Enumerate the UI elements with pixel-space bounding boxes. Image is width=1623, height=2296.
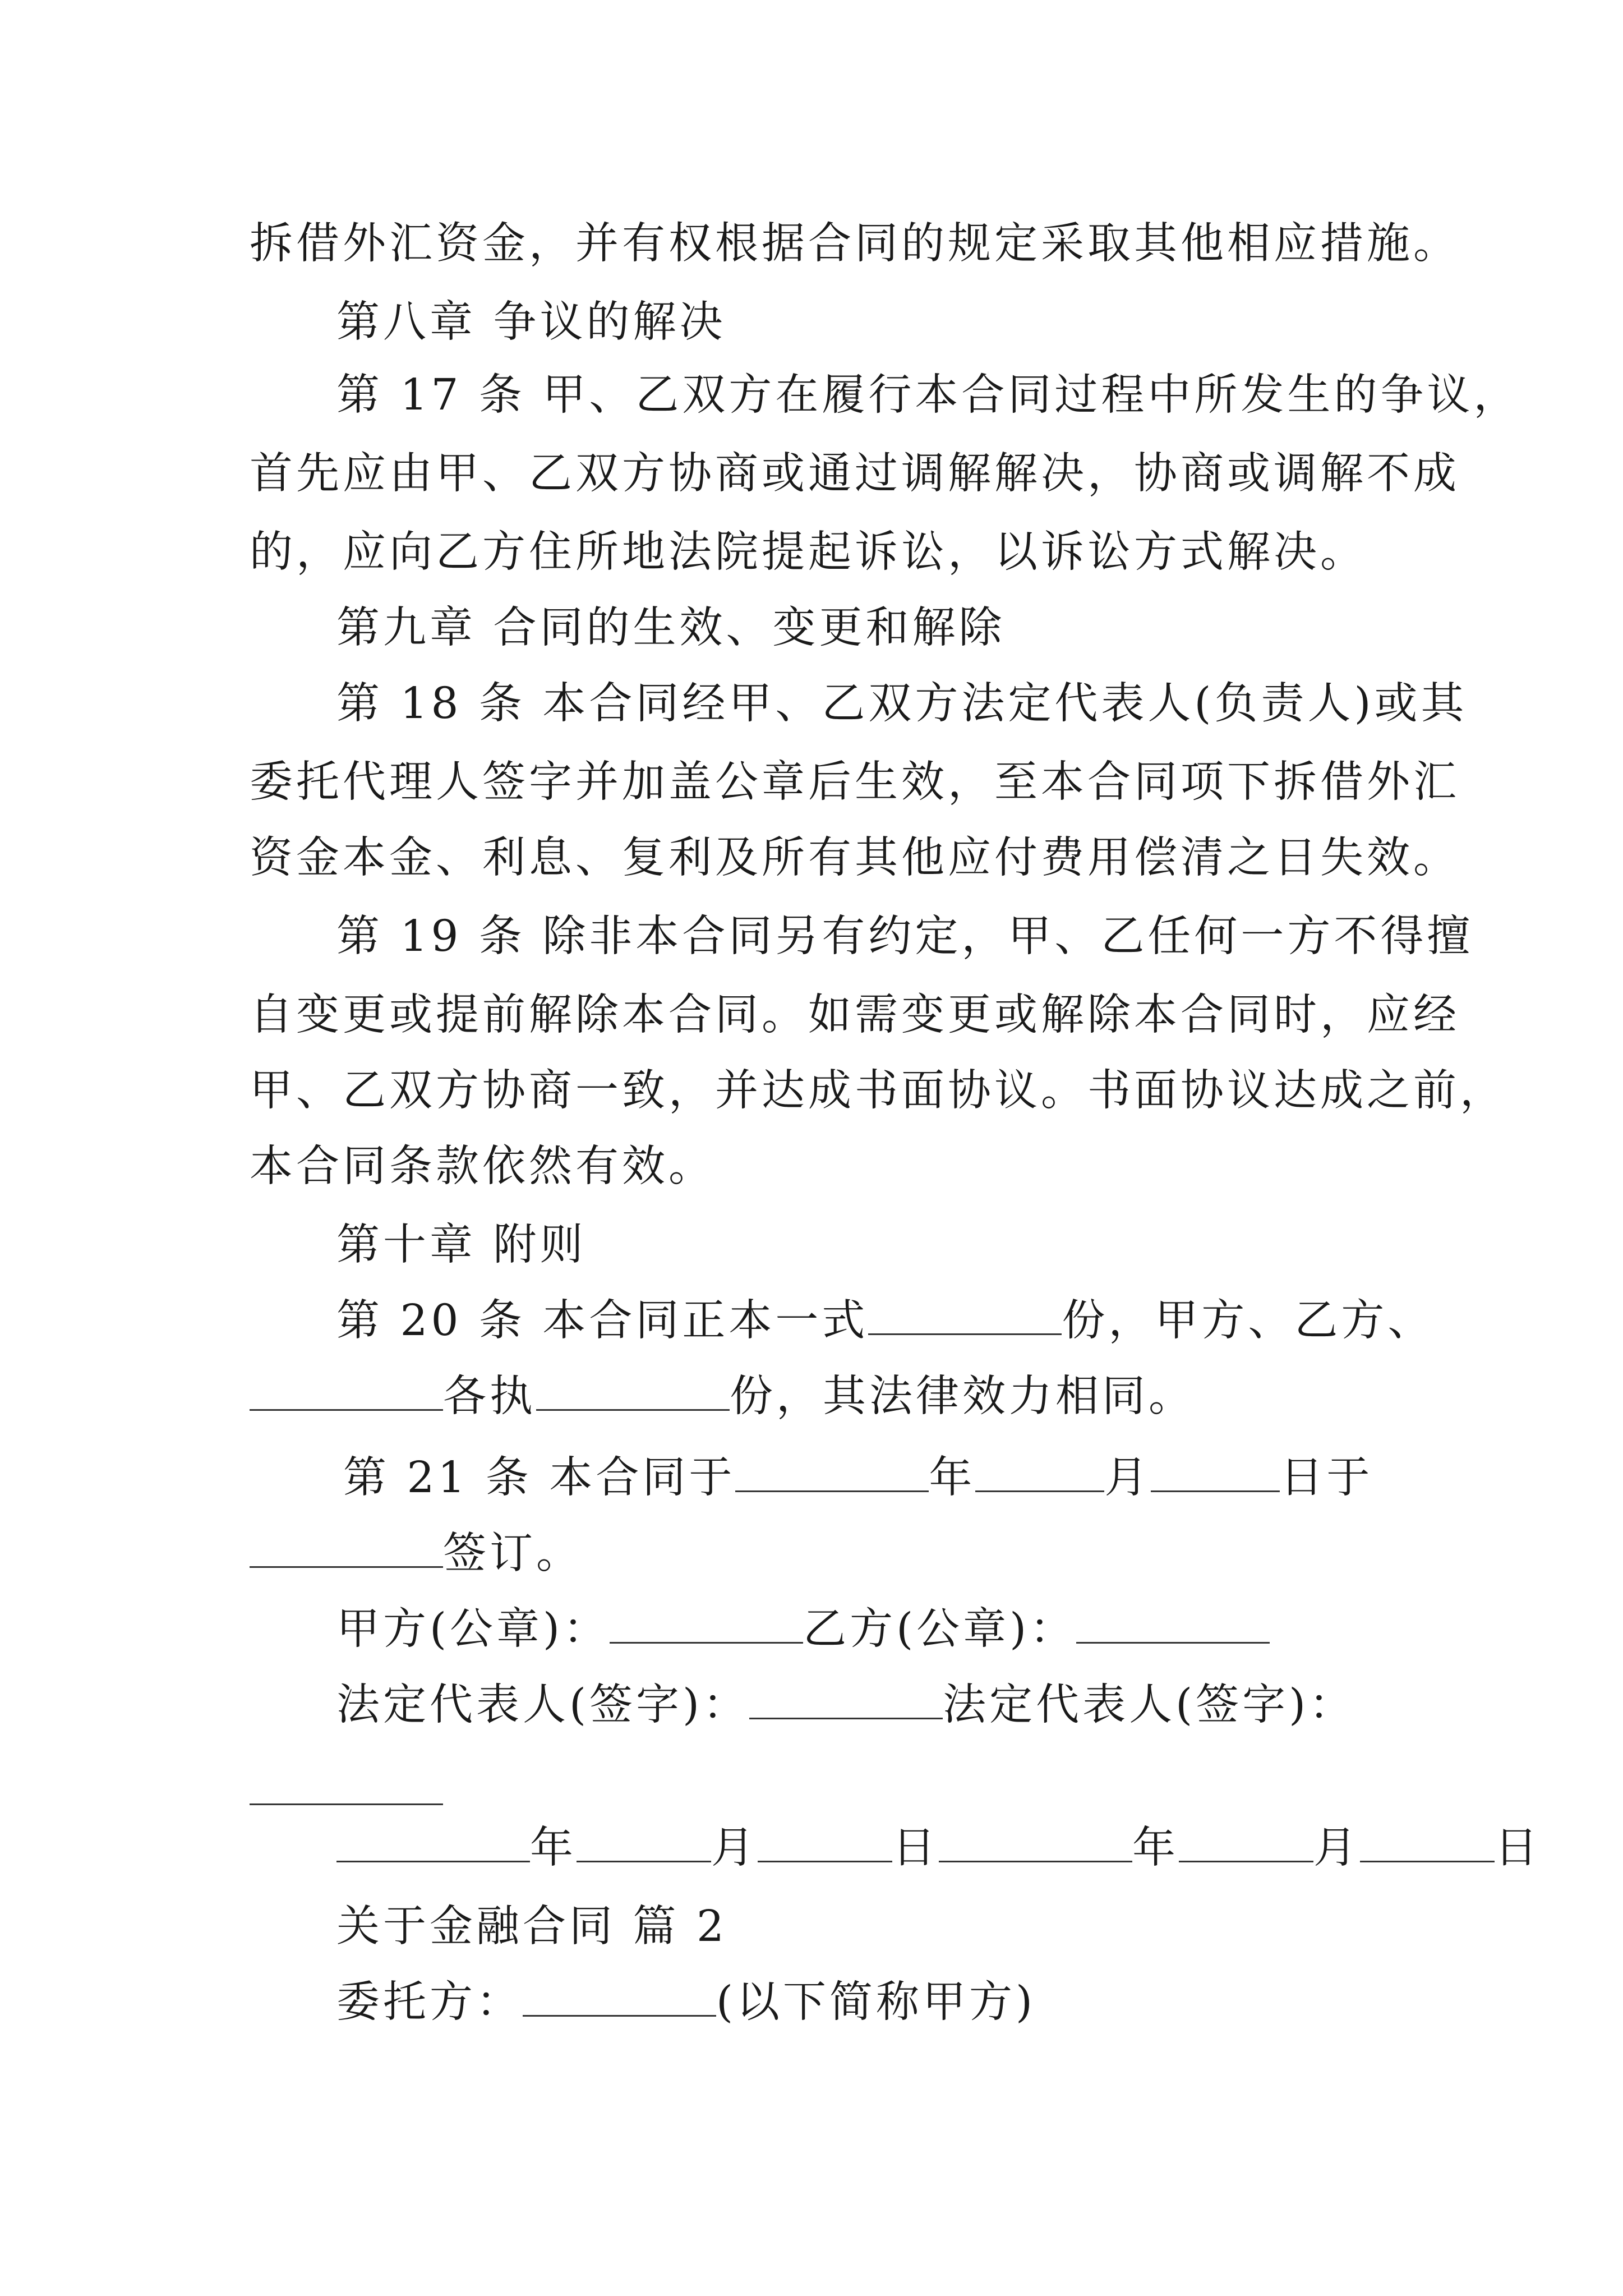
client-label: 委托方： xyxy=(336,1977,523,2027)
party-a-month-field[interactable] xyxy=(577,1821,711,1862)
party-a-seal-label: 甲方(公章)： xyxy=(336,1604,610,1654)
paragraph-line: 首先应由甲、乙双方协商或通过调解解决，协商或调解不成 xyxy=(250,449,1460,499)
article-21-line-1 xyxy=(343,1450,1412,1506)
party-b-rep-field[interactable] xyxy=(250,1803,443,1805)
year-label: 年 xyxy=(530,1823,577,1873)
article-21-text: 签订。 xyxy=(443,1529,583,1579)
article-line: 第 17 条 甲、乙双方在履行本合同过程中所发生的争议， xyxy=(336,370,1520,420)
paragraph-line: 自变更或提前解除本合同。如需变更或解除本合同时，应经 xyxy=(250,990,1460,1040)
article-line: 第 18 条 本合同经甲、乙双方法定代表人(负责人)或其 xyxy=(336,679,1468,729)
party-a-rep-field[interactable] xyxy=(749,1678,943,1719)
party-a-day-field[interactable] xyxy=(758,1821,892,1862)
article-20-text: 份，其法律效力相同。 xyxy=(730,1372,1195,1421)
representative-line xyxy=(336,1677,1405,1733)
article-20-text: 第 20 条 本合同正本一式 xyxy=(336,1296,869,1346)
blank-year-field[interactable] xyxy=(735,1451,929,1492)
signing-date-line xyxy=(336,1820,1541,1876)
party-b-rep-label: 法定代表人(签字)： xyxy=(943,1680,1356,1730)
article-21-text: 日于 xyxy=(1280,1453,1373,1503)
blank-copies-each-field[interactable] xyxy=(536,1370,730,1411)
blank-month-field[interactable] xyxy=(975,1451,1104,1492)
party-b-seal-field[interactable] xyxy=(1076,1603,1270,1644)
paragraph-line: 的，应向乙方住所地法院提起诉讼，以诉讼方式解决。 xyxy=(250,527,1367,577)
article-21-text: 月 xyxy=(1104,1453,1151,1503)
client-name-field[interactable] xyxy=(523,1976,716,2017)
article-21-text: 年 xyxy=(929,1453,976,1503)
day-label: 日 xyxy=(892,1823,939,1873)
article-20-text: 各执 xyxy=(443,1372,536,1421)
party-a-rep-label: 法定代表人(签字)： xyxy=(336,1680,750,1730)
blank-copies-field[interactable] xyxy=(868,1294,1062,1335)
article-20-text: 份，甲方、乙方、 xyxy=(1062,1296,1435,1346)
party-b-day-field[interactable] xyxy=(1360,1821,1495,1862)
article-21-text: 第 21 条 本合同于 xyxy=(343,1453,736,1503)
article-line: 第 19 条 除非本合同另有约定，甲、乙任何一方不得擅 xyxy=(336,912,1474,961)
party-a-year-field[interactable] xyxy=(336,1821,530,1862)
blank-party-field[interactable] xyxy=(250,1370,443,1411)
blank-day-field[interactable] xyxy=(1151,1451,1280,1492)
party-b-seal-label: 乙方(公章)： xyxy=(803,1604,1077,1654)
client-line xyxy=(336,1975,1405,2031)
article-21-line-2 xyxy=(250,1526,1405,1582)
blank-place-field[interactable] xyxy=(250,1527,443,1568)
party-a-seal-field[interactable] xyxy=(610,1603,803,1644)
article-20-line-1 xyxy=(336,1293,1435,1349)
month-label: 月 xyxy=(711,1823,758,1873)
month-label: 月 xyxy=(1313,1823,1360,1873)
paragraph-line: 资金本金、利息、复利及所有其他应付费用偿清之日失效。 xyxy=(250,833,1460,883)
chapter-heading: 第八章 争议的解决 xyxy=(336,297,726,347)
day-label: 日 xyxy=(1495,1823,1541,1873)
chapter-heading: 第九章 合同的生效、变更和解除 xyxy=(336,603,1006,653)
client-suffix: (以下简称甲方) xyxy=(716,1977,1036,2027)
party-b-year-field[interactable] xyxy=(939,1821,1132,1862)
chapter-heading: 第十章 附则 xyxy=(336,1220,587,1270)
paragraph-line: 本合同条款依然有效。 xyxy=(250,1142,715,1191)
seal-line xyxy=(336,1602,1405,1658)
article-20-line-2 xyxy=(250,1369,1405,1425)
paragraph-line: 拆借外汇资金，并有权根据合同的规定采取其他相应措施。 xyxy=(250,219,1460,269)
section-title: 关于金融合同 篇 2 xyxy=(336,1902,727,1952)
paragraph-line: 甲、乙双方协商一致，并达成书面协议。书面协议达成之前， xyxy=(250,1066,1506,1116)
party-b-month-field[interactable] xyxy=(1179,1821,1313,1862)
paragraph-line: 委托代理人签字并加盖公章后生效，至本合同项下拆借外汇 xyxy=(250,757,1460,807)
year-label: 年 xyxy=(1132,1823,1179,1873)
